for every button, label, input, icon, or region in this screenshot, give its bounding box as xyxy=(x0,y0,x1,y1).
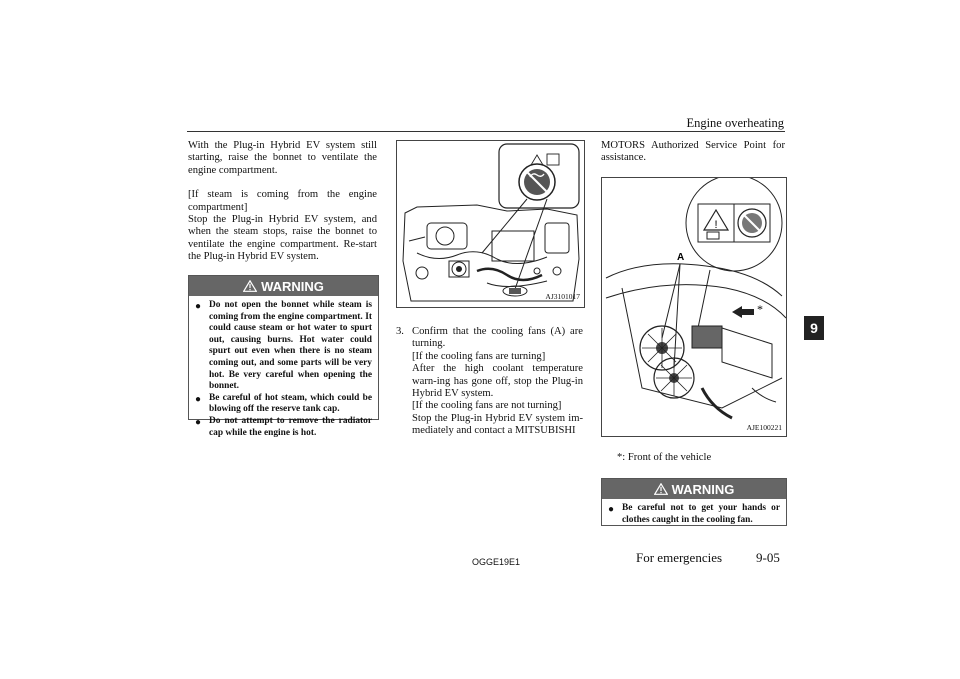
warning-header xyxy=(189,276,378,296)
warning-item: ● Do not attempt to remove the radiator cap while the engine is hot. xyxy=(195,415,372,438)
document-code: OGGE19E1 xyxy=(472,557,521,567)
header-rule xyxy=(187,131,785,132)
warning-item: ● Be careful not to get your hands or clothes caught in the cooling fan. xyxy=(608,503,780,525)
fans-turning-body: After the high coolant temperature warn-ing has gone off, stop the Plug-in Hybrid EV system. xyxy=(412,363,583,400)
engine-bay-figure xyxy=(396,140,585,308)
figure-code: AJ3101017 xyxy=(545,292,580,301)
figure-footnote: *: Front of the vehicle xyxy=(617,452,712,463)
engine-bay-illustration xyxy=(397,141,584,307)
step-text: Confirm that the cooling fans (A) are turning. xyxy=(412,326,583,350)
warning-triangle-icon xyxy=(654,483,668,495)
continuation-text: MOTORS Authorized Service Point for assistance. xyxy=(601,140,785,164)
warning-box-left xyxy=(188,275,379,438)
warning-title: WARNING xyxy=(261,278,324,294)
warning-box-right xyxy=(601,478,787,526)
step-body xyxy=(412,326,583,438)
left-column xyxy=(188,140,377,276)
warning-item: ● Do not open the bonnet while steam is coming from the engine compartment. It could cause steam or hot water to spurt out, causing burns. Hot water could spurt out even when there is no steam coming out, and some parts will be very hot. Be very careful when opening the bonnet. xyxy=(195,300,372,392)
fans-not-turning-body: Stop the Plug-in Hybrid EV system im-mediately and contact a MITSUBISHI xyxy=(412,412,583,437)
fans-not-turning-heading: [If the cooling fans are not turning] xyxy=(412,400,562,412)
front-marker: * xyxy=(757,302,763,316)
bullet-icon: ● xyxy=(195,416,202,428)
warning-header xyxy=(602,479,786,499)
chapter-tab: 9 xyxy=(804,316,824,340)
fans-turning-heading: [If the cooling fans are turning] xyxy=(412,350,546,362)
warning-list xyxy=(602,499,786,532)
page-header-title: Engine overheating xyxy=(686,116,784,130)
cooling-fan-figure xyxy=(601,177,787,437)
figure-code: AJE100221 xyxy=(746,423,782,432)
footer-section: For emergencies xyxy=(636,550,723,565)
svg-text:!: ! xyxy=(714,219,718,231)
intro-paragraph: With the Plug-in Hybrid EV system still starting, raise the bonnet to ventilate the engine compartment. xyxy=(188,140,377,176)
label-a: A xyxy=(677,252,685,263)
steam-case-heading: [If steam is coming from the engine compartment] xyxy=(188,189,377,213)
warning-title: WARNING xyxy=(671,481,735,497)
warning-list xyxy=(189,296,378,445)
bullet-icon: ● xyxy=(608,504,615,515)
steam-case-body: Stop the Plug-in Hybrid EV system, and when the steam stops, raise the bonnet to ventilate the engine compartment. Re-start the Plug-in Hybrid EV system. xyxy=(188,214,377,263)
page-number: 9-05 xyxy=(756,550,780,565)
step-number: 3. xyxy=(396,326,404,337)
warning-triangle-icon xyxy=(243,280,257,292)
bullet-icon: ● xyxy=(195,301,202,312)
cooling-fan-illustration xyxy=(602,178,786,436)
bullet-icon: ● xyxy=(195,393,202,405)
warning-item: ● Be careful of hot steam, which could be blowing off the reserve tank cap. xyxy=(195,392,372,415)
step-3 xyxy=(396,326,583,438)
